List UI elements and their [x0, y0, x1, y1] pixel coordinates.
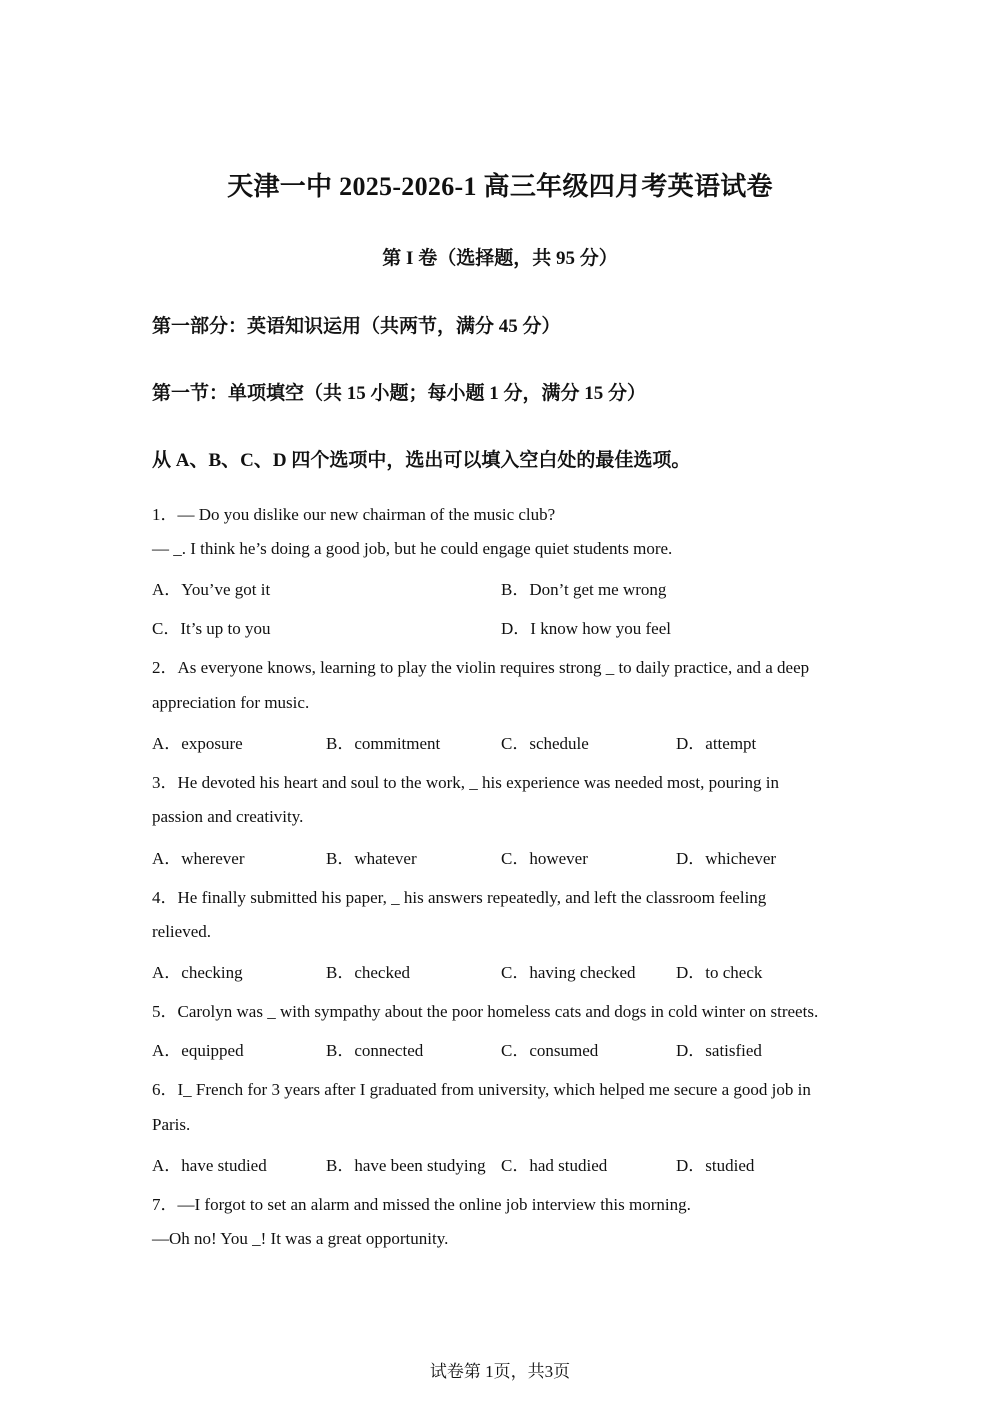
question-6-option-c: C．had studied — [501, 1156, 608, 1175]
question-3-option-c: C．however — [501, 849, 588, 868]
question-4-option-c: C．having checked — [501, 963, 636, 982]
question-5-option-c: C．consumed — [501, 1041, 599, 1060]
question-6-option-d: D．studied — [676, 1156, 755, 1175]
section-heading: 第一节：单项填空（共 15 小题；每小题 1 分，满分 15 分） — [152, 383, 647, 404]
question-1-option-a: A．You’ve got it — [152, 580, 271, 599]
volume-heading: 第 I 卷（选择题，共 95 分） — [382, 248, 618, 269]
question-7-stem: 7．—I forgot to set an alarm and missed the online job interview this morning. — [152, 1195, 691, 1214]
question-2-option-b: B．commitment — [326, 734, 441, 753]
question-3-stem: 3．He devoted his heart and soul to the work, _ his experience was needed most, pouring in — [152, 773, 779, 792]
question-5-option-a: A．equipped — [152, 1041, 244, 1060]
question-7-reply: —Oh no! You _! It was a great opportunity. — [152, 1229, 449, 1248]
part-heading: 第一部分：英语知识运用（共两节，满分 45 分） — [152, 316, 561, 337]
question-3-option-d: D．whichever — [676, 849, 777, 868]
question-4-stem-cont: relieved. — [152, 922, 211, 941]
question-4-option-a: A．checking — [152, 963, 243, 982]
question-6-stem: 6．I_ French for 3 years after I graduated from university, which helped me secure a good job in — [152, 1080, 811, 1099]
question-2-option-d: D．attempt — [676, 734, 757, 753]
question-3-option-b: B．whatever — [326, 849, 417, 868]
question-4-stem: 4．He finally submitted his paper, _ his answers repeatedly, and left the classroom feeling — [152, 888, 767, 907]
question-2-option-c: C．schedule — [501, 734, 589, 753]
question-4-option-b: B．checked — [326, 963, 411, 982]
question-5-option-d: D．satisfied — [676, 1041, 762, 1060]
question-5-stem: 5．Carolyn was _ with sympathy about the poor homeless cats and dogs in cold winter on streets. — [152, 1002, 819, 1021]
question-1-reply: — _. I think he’s doing a good job, but he could engage quiet students more. — [152, 539, 673, 558]
question-3-stem-cont: passion and creativity. — [152, 807, 304, 826]
question-1-option-b: B．Don’t get me wrong — [501, 580, 667, 599]
question-6-option-b: B．have been studying — [326, 1156, 486, 1175]
question-2-stem-cont: appreciation for music. — [152, 693, 310, 712]
question-2-option-a: A．exposure — [152, 734, 243, 753]
question-6-option-a: A．have studied — [152, 1156, 267, 1175]
question-2-stem: 2．As everyone knows, learning to play the violin requires strong _ to daily practice, and a deep — [152, 658, 810, 677]
question-1-option-d: D．I know how you feel — [501, 619, 671, 638]
instruction-text: 从 A、B、C、D 四个选项中，选出可以填入空白处的最佳选项。 — [152, 450, 691, 471]
question-4-option-d: D．to check — [676, 963, 763, 982]
page-footer: 试卷第 1页，共3页 — [429, 1362, 571, 1381]
question-6-stem-cont: Paris. — [152, 1115, 191, 1134]
question-5-option-b: B．connected — [326, 1041, 424, 1060]
question-1-stem: 1．— Do you dislike our new chairman of the music club? — [152, 505, 556, 524]
question-3-option-a: A．wherever — [152, 849, 245, 868]
question-1-option-c: C．It’s up to you — [152, 619, 271, 638]
exam-title: 天津一中 2025-2026-1 高三年级四月考英语试卷 — [227, 172, 773, 201]
